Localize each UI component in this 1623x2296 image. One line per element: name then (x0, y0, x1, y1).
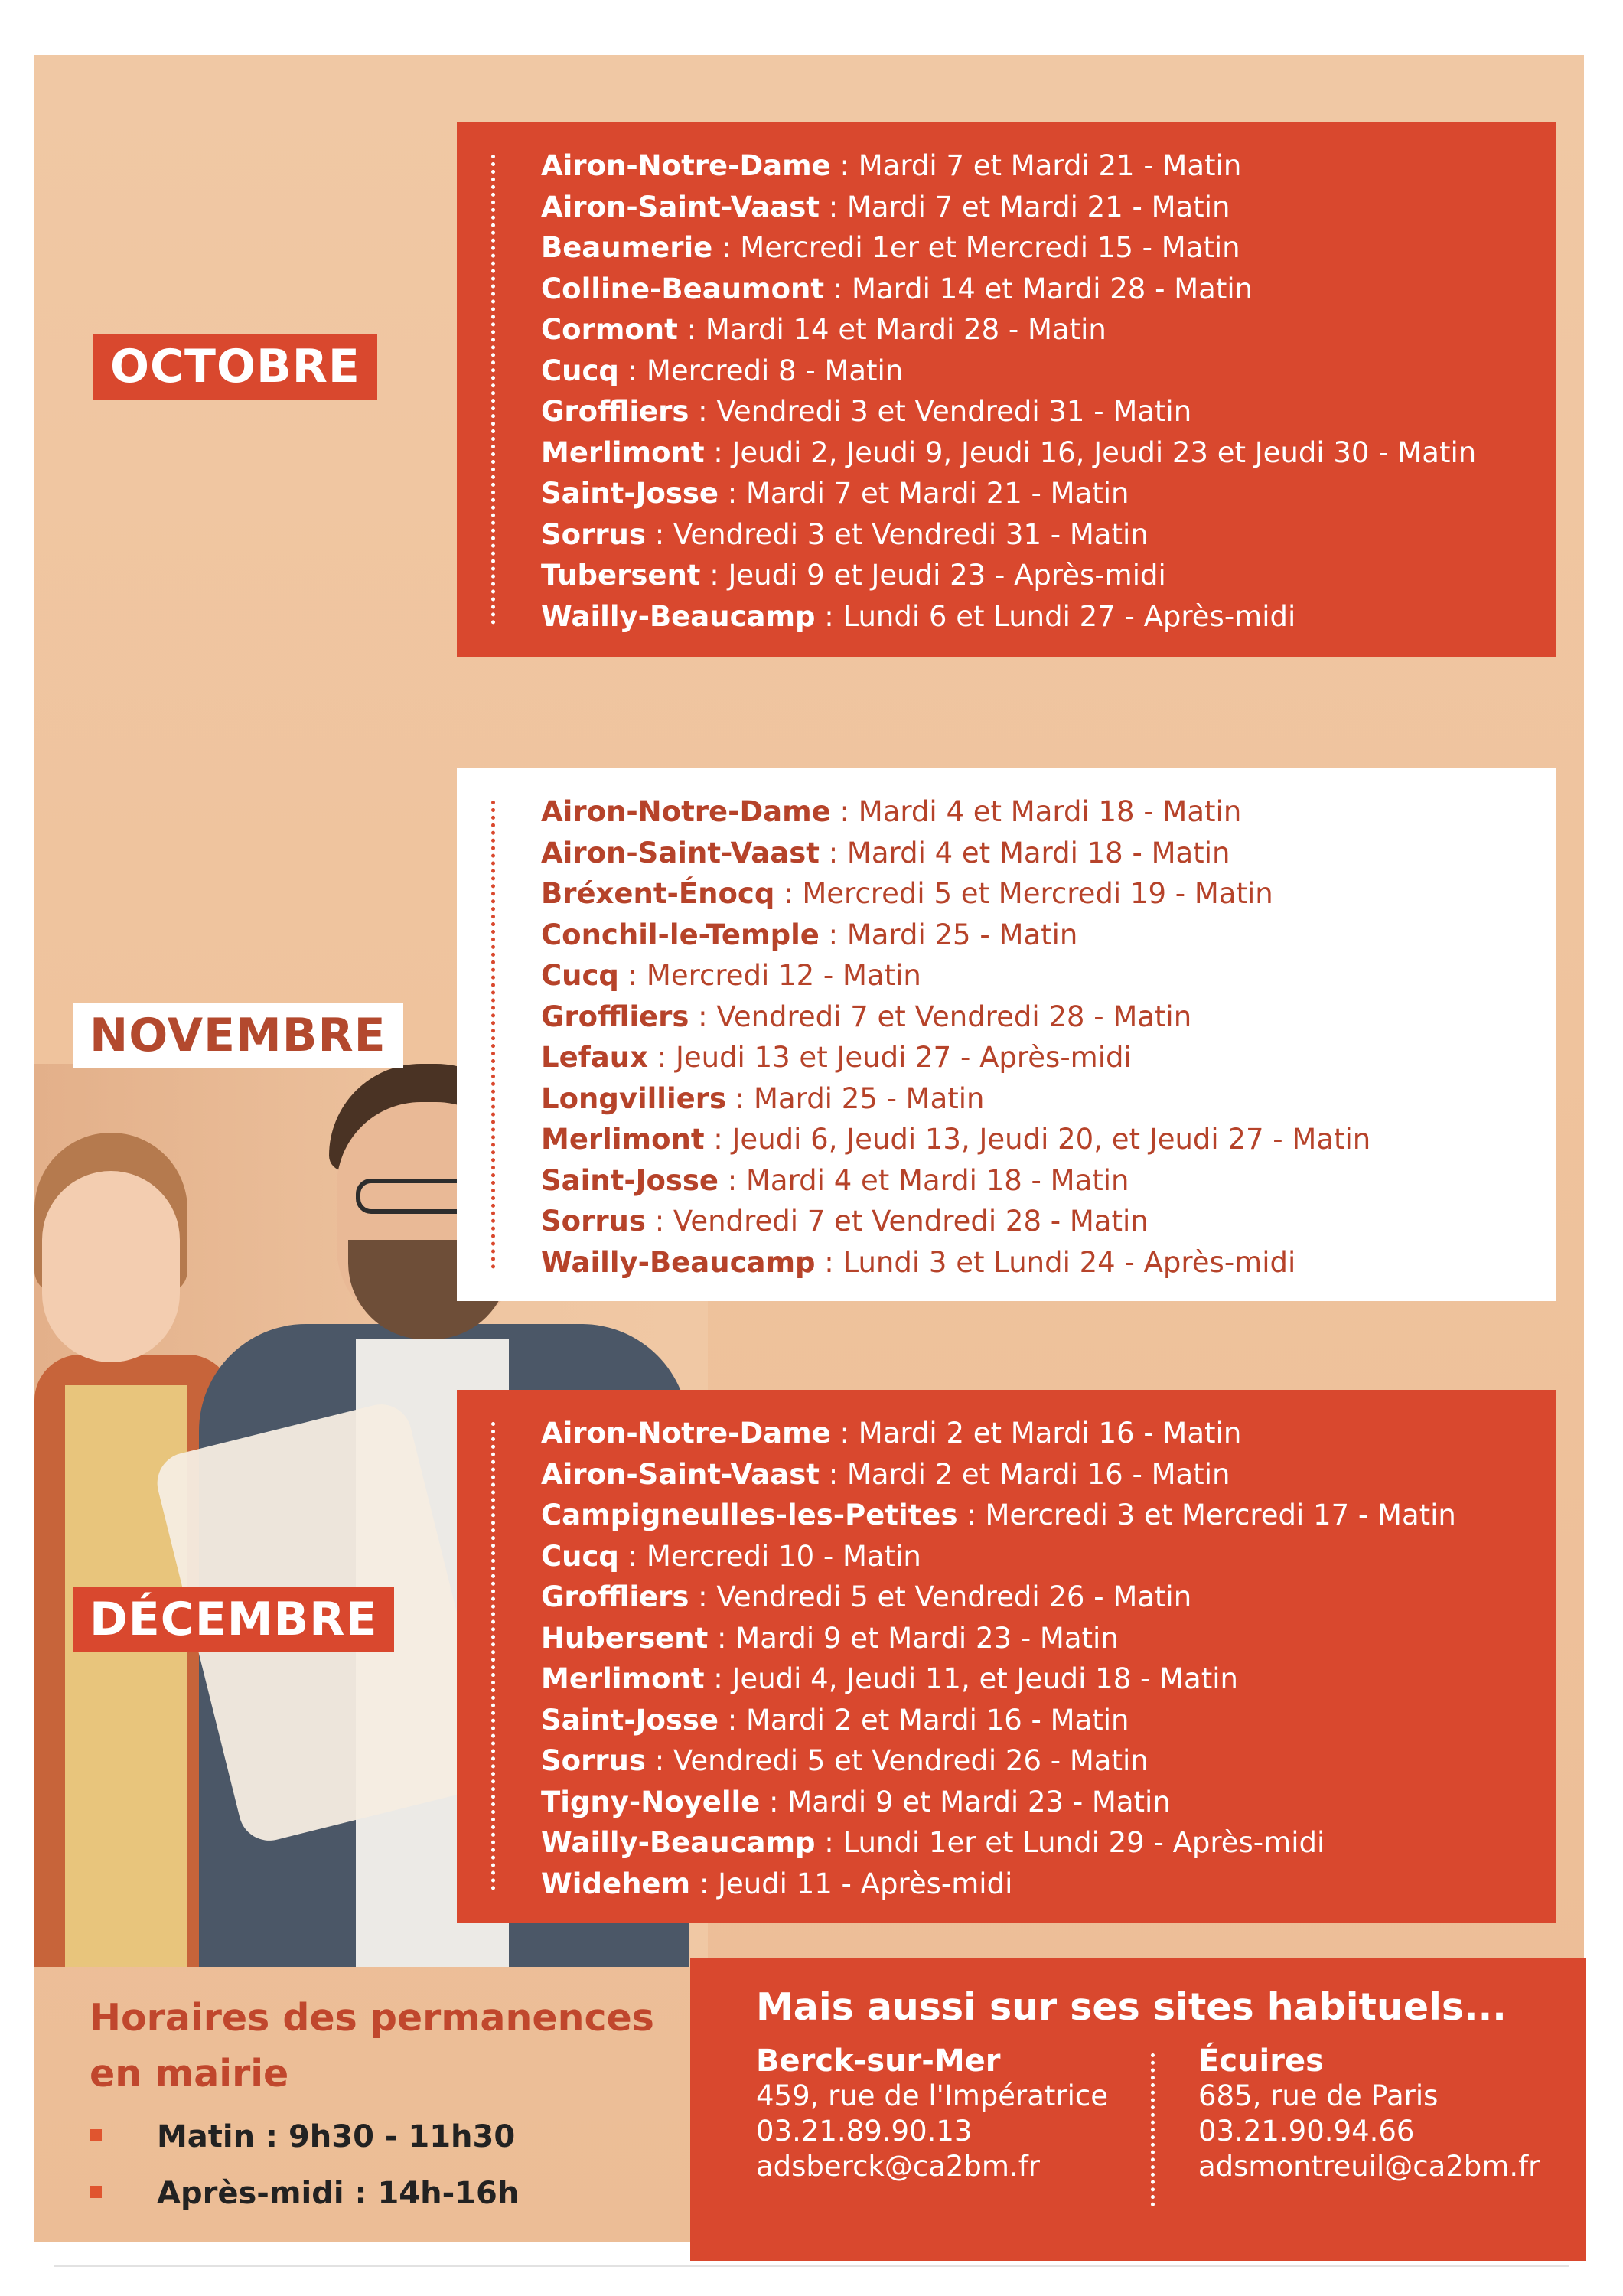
site-email[interactable]: adsberck@ca2bm.fr (756, 2150, 1040, 2183)
schedule-dates: : Vendredi 5 et Vendredi 26 - Matin (645, 1744, 1149, 1777)
town-name: Wailly-Beaucamp (541, 599, 816, 633)
site-phone[interactable]: 03.21.90.94.66 (1198, 2115, 1415, 2148)
town-name: Saint-Josse (541, 1703, 719, 1737)
town-name: Groffliers (541, 1000, 689, 1033)
schedule-dates: : Lundi 3 et Lundi 24 - Après-midi (815, 1245, 1296, 1279)
schedule-dates: : Mercredi 8 - Matin (618, 354, 904, 387)
schedule-dates: : Lundi 6 et Lundi 27 - Après-midi (815, 599, 1296, 633)
schedule-row (541, 873, 1370, 915)
town-name: Merlimont (541, 1662, 705, 1695)
schedule-row (541, 1495, 1456, 1536)
schedule-dates: : Mardi 7 et Mardi 21 - Matin (830, 149, 1242, 182)
schedule-row (541, 145, 1476, 187)
schedule-row (541, 1078, 1370, 1120)
town-name: Lefaux (541, 1041, 648, 1074)
town-name: Saint-Josse (541, 477, 719, 510)
town-name: Cormont (541, 313, 678, 346)
schedule-panel-decembre (457, 1390, 1556, 1923)
schedule-dates: : Mercredi 10 - Matin (618, 1539, 921, 1573)
town-name: Merlimont (541, 435, 705, 469)
schedule-dates: : Mardi 7 et Mardi 21 - Matin (819, 190, 1230, 223)
schedule-dates: : Mardi 7 et Mardi 21 - Matin (719, 477, 1129, 510)
schedule-dates: : Vendredi 7 et Vendredi 28 - Matin (689, 1000, 1192, 1033)
schedule-row (541, 833, 1370, 874)
town-name: Widehem (541, 1867, 691, 1900)
town-name: Sorrus (541, 1205, 646, 1238)
usual-sites-panel (690, 1958, 1586, 2261)
town-name: Saint-Josse (541, 1163, 719, 1197)
site-name: Écuires (1198, 2043, 1324, 2079)
usual-sites-title: Mais aussi sur ses sites habituels... (756, 1985, 1507, 2029)
schedule-row (541, 309, 1476, 351)
town-name: Cucq (541, 354, 619, 387)
schedule-row (541, 227, 1476, 269)
schedule-row (541, 596, 1476, 638)
site-email[interactable]: adsmontreuil@ca2bm.fr (1198, 2150, 1540, 2183)
schedule-dates: : Jeudi 13 et Jeudi 27 - Après-midi (647, 1041, 1132, 1074)
schedule-row (541, 1864, 1456, 1905)
schedule-dates: : Mardi 2 et Mardi 16 - Matin (719, 1703, 1129, 1737)
town-name: Campigneulles-les-Petites (541, 1499, 958, 1531)
schedule-row (541, 1413, 1456, 1454)
schedule-row (541, 1201, 1370, 1242)
town-name: Cucq (541, 1539, 619, 1573)
office-hours-title: Horaires des permanences en mairie (90, 1996, 654, 2095)
town-name: Tubersent (541, 559, 701, 592)
schedule-dates: : Lundi 1er et Lundi 29 - Après-midi (815, 1826, 1325, 1859)
schedule-panel-novembre (457, 768, 1556, 1301)
schedule-panel-octobre (457, 122, 1556, 657)
schedule-dates: : Vendredi 5 et Vendredi 26 - Matin (689, 1580, 1192, 1613)
schedule-dates: : Mardi 9 et Mardi 23 - Matin (760, 1785, 1171, 1818)
town-name: Hubersent (541, 1621, 709, 1655)
town-name: Wailly-Beaucamp (541, 1245, 816, 1279)
schedule-row (541, 1536, 1456, 1577)
schedule-row (541, 996, 1370, 1038)
schedule-row (541, 351, 1476, 392)
town-name: Beaumerie (541, 231, 713, 264)
schedule-row (541, 187, 1476, 228)
schedule-dates: : Jeudi 2, Jeudi 9, Jeudi 16, Jeudi 23 et Jeudi 30 - Matin (704, 435, 1477, 469)
schedule-row (541, 1740, 1456, 1782)
town-name: Colline-Beaumont (541, 272, 825, 305)
town-name: Bréxent-Énocq (541, 877, 775, 910)
schedule-row (541, 915, 1370, 956)
schedule-dates: : Jeudi 11 - Après-midi (690, 1867, 1013, 1900)
schedule-dates: : Vendredi 3 et Vendredi 31 - Matin (689, 395, 1192, 428)
schedule-row (541, 432, 1476, 474)
hours-matin: Matin : 9h30 - 11h30 (90, 2115, 702, 2158)
town-name: Airon-Notre-Dame (541, 1417, 831, 1450)
town-name: Longvilliers (541, 1081, 727, 1115)
site-address: 459, rue de l'Impératrice (756, 2079, 1108, 2112)
town-name: Wailly-Beaucamp (541, 1826, 816, 1859)
month-label-octobre: OCTOBRE (93, 334, 377, 400)
site-address: 685, rue de Paris (1198, 2079, 1439, 2112)
schedule-dates: : Mercredi 12 - Matin (618, 959, 921, 992)
schedule-dates: : Mercredi 3 et Mercredi 17 - Matin (957, 1499, 1456, 1531)
bullet-icon (90, 2186, 102, 2198)
schedule-dates: : Mardi 4 et Mardi 18 - Matin (830, 795, 1242, 828)
schedule-dates: : Mardi 4 et Mardi 18 - Matin (819, 836, 1230, 869)
schedule-row (541, 1119, 1370, 1160)
schedule-row (541, 473, 1476, 514)
dotted-divider (491, 155, 495, 625)
schedule-dates: : Mardi 14 et Mardi 28 - Matin (824, 272, 1253, 305)
town-name: Airon-Notre-Dame (541, 795, 831, 828)
town-name: Tigny-Noyelle (541, 1785, 761, 1818)
schedule-dates: : Mercredi 1er et Mercredi 15 - Matin (712, 231, 1240, 264)
schedule-list (541, 1413, 1456, 1904)
town-name: Merlimont (541, 1123, 705, 1156)
schedule-row (541, 1782, 1456, 1823)
schedule-row (541, 1242, 1370, 1283)
dotted-divider (1151, 2053, 1155, 2206)
schedule-dates: : Mercredi 5 et Mercredi 19 - Matin (774, 877, 1273, 910)
town-name: Airon-Saint-Vaast (541, 190, 820, 223)
site-phone[interactable]: 03.21.89.90.13 (756, 2115, 973, 2148)
schedule-row (541, 1160, 1370, 1202)
schedule-row (541, 1700, 1456, 1741)
schedule-row (541, 1618, 1456, 1659)
town-name: Sorrus (541, 517, 646, 551)
town-name: Airon-Saint-Vaast (541, 1457, 820, 1491)
site-name: Berck-sur-Mer (756, 2043, 1001, 2079)
schedule-row (541, 1658, 1456, 1700)
schedule-dates: : Mardi 25 - Matin (819, 918, 1078, 951)
month-label-novembre: NOVEMBRE (73, 1003, 403, 1068)
town-name: Cucq (541, 959, 619, 992)
town-name: Conchil-le-Temple (541, 918, 820, 951)
hours-apres-midi: Après-midi : 14h-16h (90, 2172, 702, 2215)
schedule-row (541, 1577, 1456, 1618)
schedule-dates: : Mardi 2 et Mardi 16 - Matin (830, 1417, 1242, 1450)
schedule-list (541, 145, 1476, 637)
schedule-row (541, 269, 1476, 310)
town-name: Groffliers (541, 395, 689, 428)
schedule-row (541, 1037, 1370, 1078)
schedule-dates: : Mardi 9 et Mardi 23 - Matin (708, 1621, 1119, 1655)
site-ecuires (1198, 2043, 1540, 2184)
schedule-dates: : Vendredi 3 et Vendredi 31 - Matin (645, 517, 1149, 551)
footer-rule (54, 2265, 1569, 2267)
schedule-dates: : Jeudi 6, Jeudi 13, Jeudi 20, et Jeudi 27 - Matin (704, 1123, 1371, 1156)
schedule-dates: : Mardi 14 et Mardi 28 - Matin (677, 313, 1106, 346)
schedule-dates: : Mardi 2 et Mardi 16 - Matin (819, 1457, 1230, 1491)
month-label-decembre: DÉCEMBRE (73, 1587, 394, 1652)
town-name: Airon-Notre-Dame (541, 149, 831, 182)
schedule-row (541, 791, 1370, 833)
schedule-row (541, 391, 1476, 432)
office-hours (90, 1990, 702, 2215)
schedule-row (541, 955, 1370, 996)
schedule-row (541, 514, 1476, 556)
schedule-dates: : Mardi 25 - Matin (726, 1081, 985, 1115)
schedule-row (541, 555, 1476, 596)
schedule-dates: : Jeudi 9 et Jeudi 23 - Après-midi (700, 559, 1166, 592)
schedule-list (541, 791, 1370, 1283)
town-name: Groffliers (541, 1580, 689, 1613)
town-name: Airon-Saint-Vaast (541, 836, 820, 869)
schedule-dates: : Jeudi 4, Jeudi 11, et Jeudi 18 - Matin (704, 1662, 1238, 1695)
schedule-dates: : Mardi 4 et Mardi 18 - Matin (719, 1163, 1129, 1197)
schedule-dates: : Vendredi 7 et Vendredi 28 - Matin (645, 1205, 1149, 1238)
dotted-divider (491, 1422, 495, 1890)
dotted-divider (491, 801, 495, 1269)
site-berck (756, 2043, 1108, 2184)
bullet-icon (90, 2129, 102, 2141)
schedule-row (541, 1454, 1456, 1495)
schedule-row (541, 1822, 1456, 1864)
town-name: Sorrus (541, 1744, 646, 1777)
